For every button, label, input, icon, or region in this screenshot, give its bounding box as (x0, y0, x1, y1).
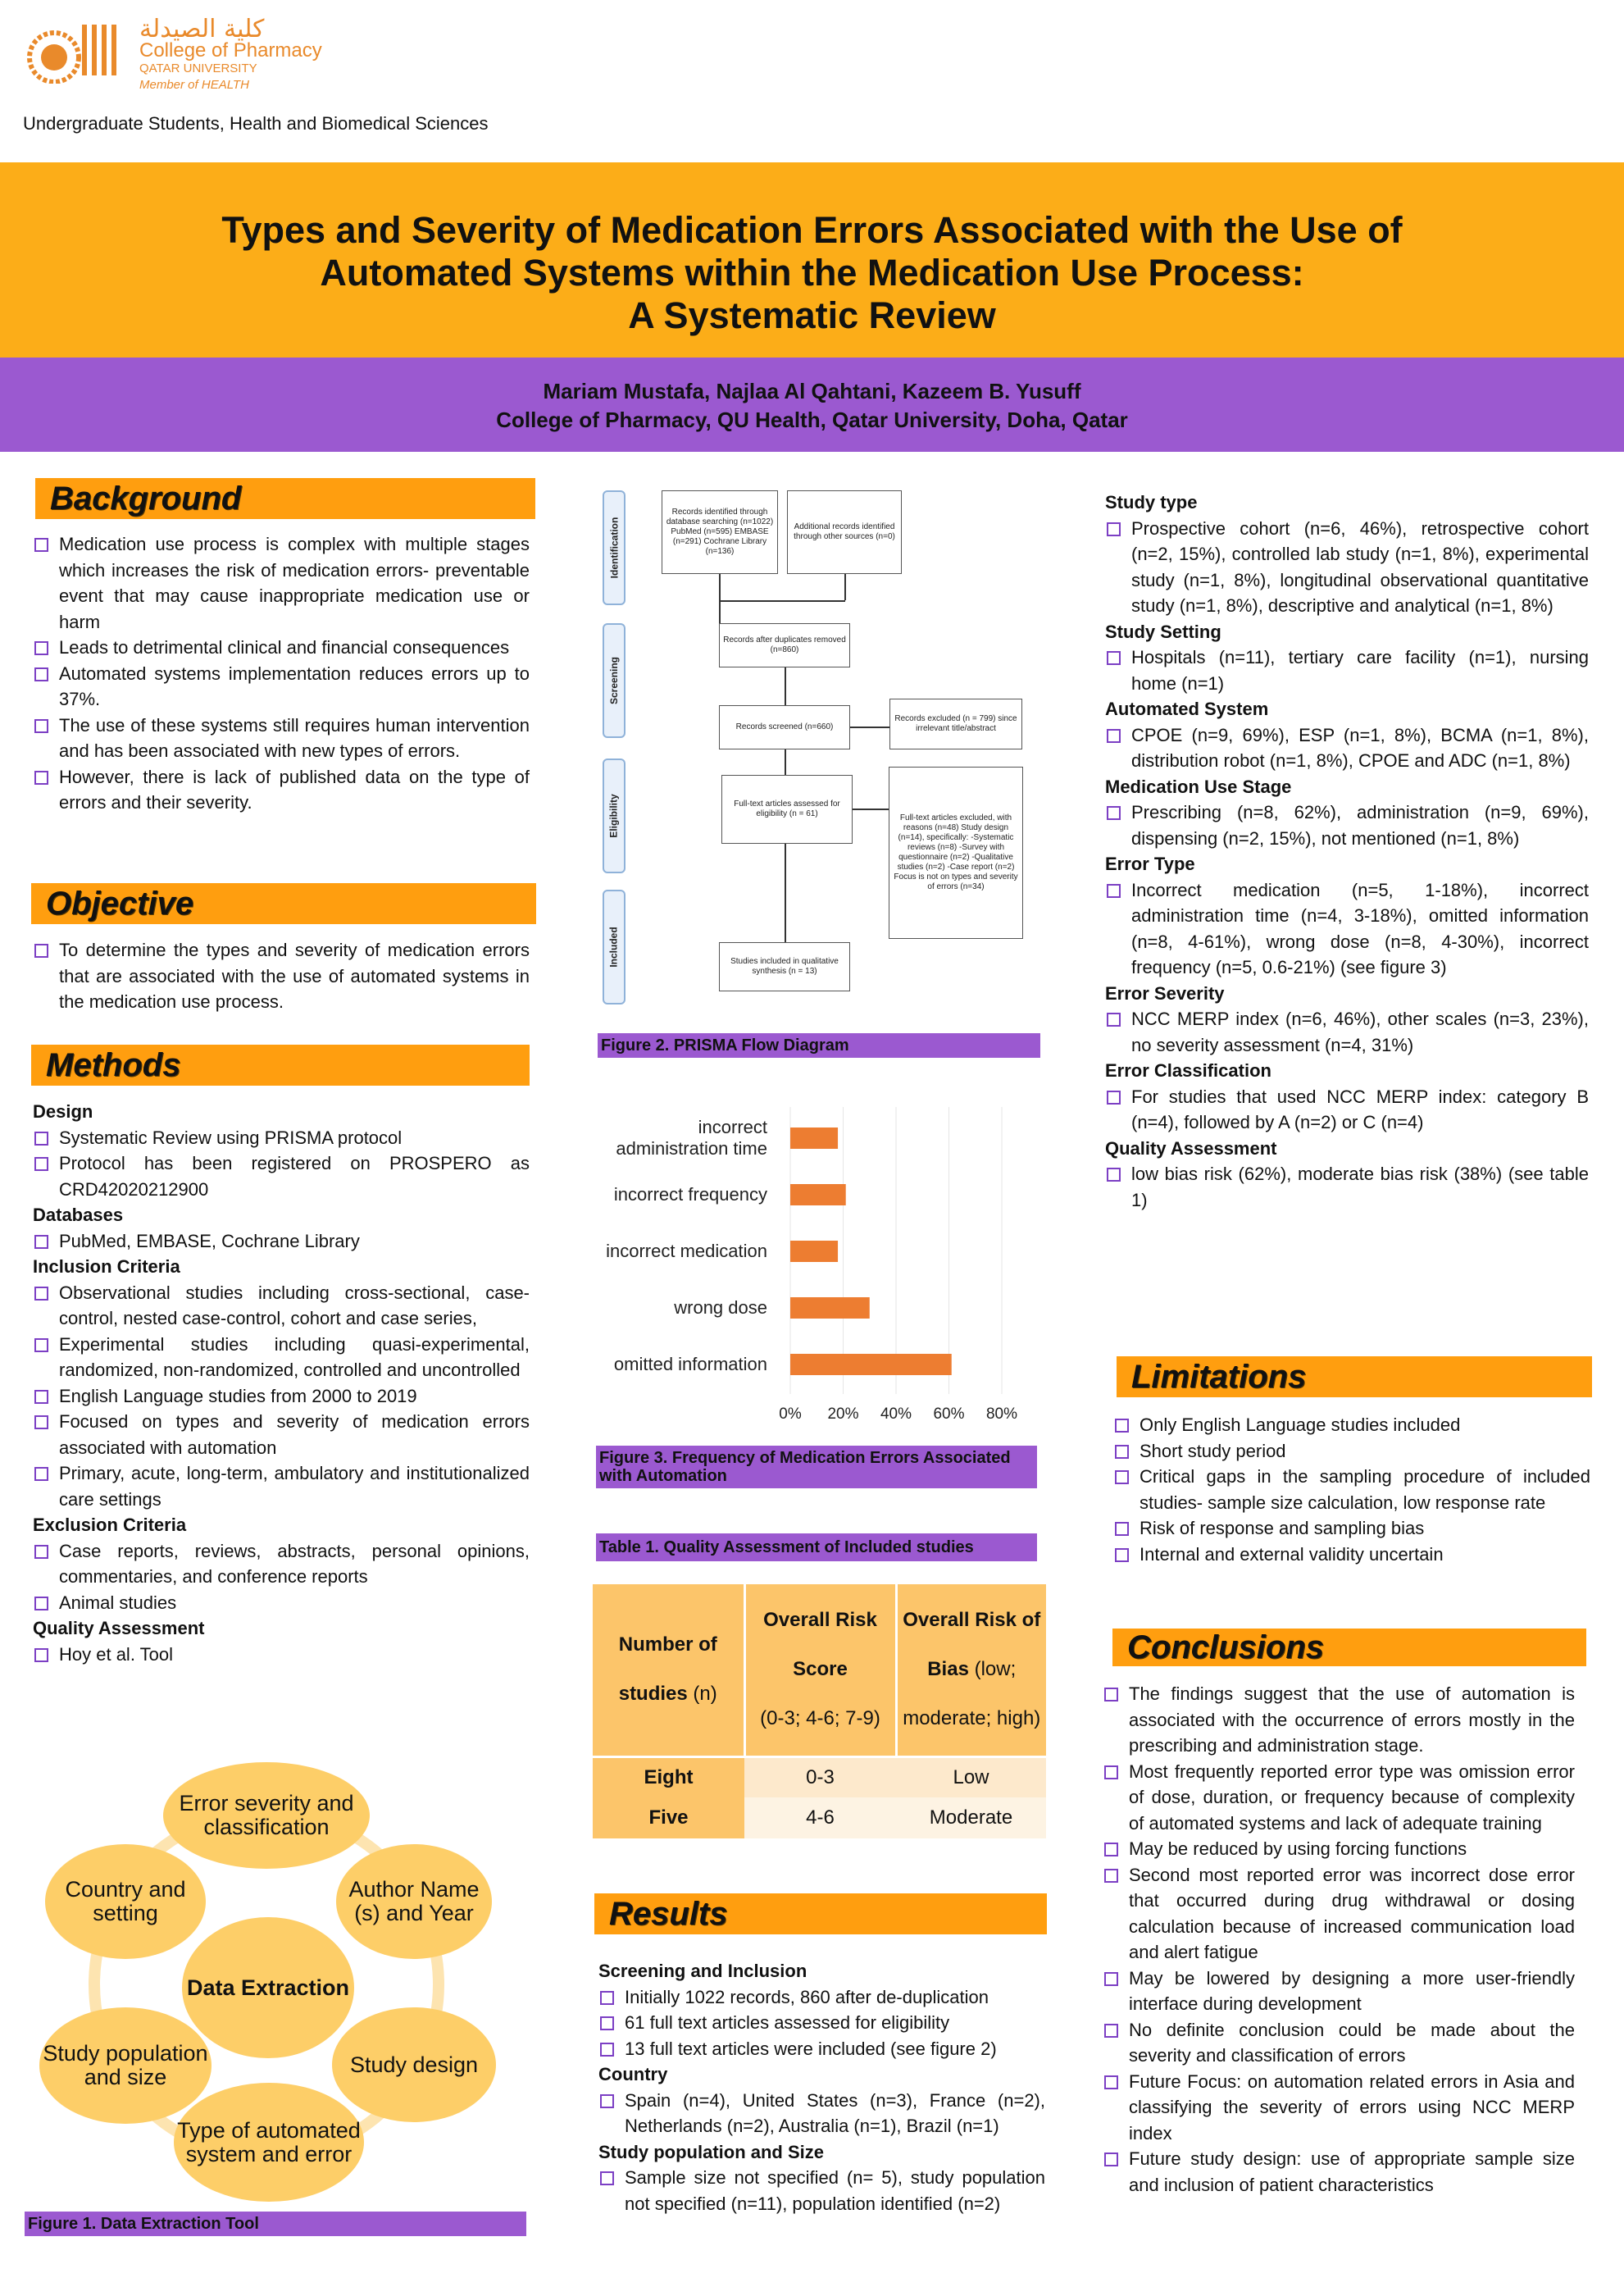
college-logo-emblem (23, 18, 128, 84)
figure1-caption: Figure 1. Data Extraction Tool (25, 2212, 526, 2236)
node-automated-system: Type of automated system and error (174, 2083, 364, 2202)
table1-caption: Table 1. Quality Assessment of Included studies (596, 1533, 1037, 1561)
x-tick-label: 40% (880, 1405, 912, 1423)
prisma-box-screened: Records screened (n=660) (719, 705, 850, 749)
bar (790, 1297, 870, 1319)
prisma-box-dedup: Records after duplicates removed (n=860) (719, 623, 850, 667)
stage-eligibility: Eligibility (603, 758, 625, 873)
node-center: Data Extraction (182, 1917, 354, 2058)
stage-included: Included (603, 890, 625, 1004)
conclusions-heading: Conclusions (1112, 1629, 1586, 1666)
logo-member: Member of HEALTH (139, 78, 249, 92)
category-label: administration time (616, 1138, 767, 1159)
figure3-caption: Figure 3. Frequency of Medication Errors Associated with Automation (596, 1446, 1037, 1488)
bar (790, 1128, 838, 1149)
bar (790, 1184, 846, 1205)
node-author-year: Author Name (s) and Year (336, 1844, 492, 1959)
authors-block: Mariam Mustafa, Najlaa Al Qahtani, Kazeem B. Yusuff College of Pharmacy, QU Health, Qatar University, Doha, Qatar (496, 379, 1128, 432)
category-label: incorrect medication (606, 1241, 767, 1261)
prisma-box-fulltext: Full-text articles assessed for eligibility (n = 61) (721, 775, 853, 844)
node-study-design: Study design (332, 2007, 496, 2122)
x-tick-label: 20% (827, 1405, 859, 1423)
node-country-setting: Country and setting (45, 1844, 206, 1959)
results-heading: Results (594, 1893, 1047, 1934)
department-label: Undergraduate Students, Health and Biomedical Sciences (23, 113, 489, 134)
quality-table: Number of studies (n) Overall Risk Score (0-3; 4-6; 7-9) Overall Risk of Bias (low; moderate; high) Eight 0-3 Low Five 4-6 Moderate (593, 1584, 1046, 1838)
logo-arabic: كلية الصيدلة (139, 15, 265, 43)
poster-title: Types and Severity of Medication Errors Associated with the Use of Automated Systems within the Medication Use Process: A Systematic Review (221, 209, 1403, 336)
th-number: Number of studies (n) (593, 1584, 744, 1756)
th-bias: Overall Risk of Bias (low; moderate; high) (896, 1584, 1046, 1756)
results-right-body: Study type Prospective cohort (n=6, 46%), retrospective cohort (n=2, 15%), controlled lab study (n=1, 8%), experimental study (n=1, 8%), longitudinal observational quantitative study (n=1, 8%), descriptive and analytical (n=1, 8%) Study Setting Hospitals (n=11), tertiary care facility (n=1), nursing home (n=1) Automated System CPOE (n=9, 69%), ESP (n=1, 8%), BCMA (n=1, 8%), distribution robot (n=1, 8%), CPOE and ADC (n=1, 8%) Medication Use Stage Prescribing (n=8, 62%), administration (n=9, 69%), dispensing (n=2, 15%), not mentioned (n=1, 8%) Error Type Incorrect medication (n=5, 1-18%), incorrect administration time (n=4, 3-18%), omitted information (n=8, 4-61%), wrong dose (n=8, 4-30%), incorrect frequency (n=5, 0.6-21%) (see figure 3) Error Severity NCC MERP index (n=6, 46%), other scales (n=3, 23%), no severity assessment (n=4, 31%) Error Classification For studies that used NCC MERP index: category B (n=4), followed by A (n=2) or C (n=4) Quality Assessment low bias risk (62%), moderate bias risk (38%) (see table 1) (1105, 490, 1589, 1213)
node-error-severity: Error severity and classification (163, 1762, 370, 1869)
node-study-population: Study population and size (39, 2007, 212, 2124)
background-heading: Background (35, 478, 535, 519)
x-tick-label: 80% (985, 1405, 1018, 1423)
limitations-list: Only English Language studies included Short study period Critical gaps in the sampling procedure of included studies- sample size calculation, low response rate Risk of response and sampling bias Internal and external validity uncertain (1113, 1412, 1590, 1567)
stage-screening: Screening (603, 623, 625, 738)
bar (790, 1354, 952, 1375)
prisma-box-additional: Additional records identified through other sources (n=0) (787, 490, 902, 574)
objective-list: To determine the types and severity of medication errors that are associated with the use of automated systems in the medication use process. (33, 937, 530, 1015)
methods-body: Design Systematic Review using PRISMA protocol Protocol has been registered on PROSPERO as CRD42020212900 Databases PubMed, EMBASE, Cochrane Library Inclusion Criteria Observational studies including cross-sectional, case-control, nested case-control, cohort and case series, Experimental studies including quasi-experimental, randomized, non-randomized, controlled and uncontrolled English Language studies from 2000 to 2019 Focused on types and severity of medication errors associated with automation Primary, acute, long-term, ambulatory and institutionalized care settings Exclusion Criteria Case reports, reviews, abstracts, personal opinions, commentaries, and conference reports Animal studies Quality Assessment Hoy et al. Tool (33, 1099, 530, 1667)
objective-heading: Objective (31, 883, 536, 924)
th-score: Overall Risk Score (0-3; 4-6; 7-9) (744, 1584, 896, 1756)
error-frequency-chart (590, 1103, 1049, 1431)
prisma-box-included: Studies included in qualitative synthesis (n = 13) (719, 942, 850, 991)
category-label: incorrect frequency (613, 1184, 767, 1205)
methods-heading: Methods (31, 1045, 530, 1086)
figure2-caption: Figure 2. PRISMA Flow Diagram (598, 1033, 1040, 1058)
results-body: Screening and Inclusion Initially 1022 records, 860 after de-duplication 61 full text articles assessed for eligibility 13 full text articles were included (see figure 2) Country Spain (n=4), United States (n=3), France (n=2), Netherlands (n=2), Australia (n=1), Brazil (n=1) Study population and Size Sample size not specified (n= 5), study population not specified (n=11), population identified (n=2) (598, 1958, 1045, 2216)
background-list: Medication use process is complex with multiple stages which increases the risk of medication errors- preventable event that may cause inappropriate medication use or harm Leads to detrimental clinical and financial consequences Automated systems implementation reduces errors up to 37%. The use of these systems still requires human intervention and has been associated with new types of errors. However, there is lack of published data on the type of errors and their severity. (33, 531, 530, 816)
logo-english: College of Pharmacy QATAR UNIVERSITY (139, 39, 322, 75)
category-label: wrong dose (674, 1297, 767, 1318)
x-tick-label: 60% (933, 1405, 965, 1423)
bar (790, 1241, 838, 1262)
prisma-box-excluded: Records excluded (n = 799) since irrelevant title/abstract (889, 699, 1022, 749)
conclusions-list: The findings suggest that the use of automation is associated with the occurrence of errors mostly in the prescribing and administration stage. Most frequently reported error type was omission error of dose, duration, or frequency because of complexity of automated systems and lack of adequate training May be reduced by using forcing functions Second most reported error was incorrect dose error that occurred during drug withdrawal or dosing calculation because of increased communication load and alert fatigue May be lowered by designing a more user-friendly interface during development No definite conclusion could be made about the severity and classification of errors Future Focus: on automation related errors in Asia and classifying the severity of errors using NCC MERP index Future study design: use of appropriate sample size and inclusion of patient characteristics (1103, 1681, 1575, 2198)
prisma-box-identified: Records identified through database searching (n=1022) PubMed (n=595) EMBASE (n=291) Cochrane Library (n=136) (662, 490, 778, 574)
stage-identification: Identification (603, 490, 625, 605)
category-label: omitted information (613, 1354, 767, 1374)
prisma-box-fulltext-excluded: Full-text articles excluded, with reasons (n=48) Study design (n=14), specifically: -Systematic reviews (n=8) -Survey with questionnaire (n=2) -Qualitative studies (n=2) -Case report (n=2) Focus is not on types and severity of errors (n=34) (889, 767, 1023, 939)
limitations-heading: Limitations (1117, 1356, 1592, 1397)
category-label: incorrect (698, 1117, 767, 1137)
x-tick-label: 0% (779, 1405, 802, 1423)
